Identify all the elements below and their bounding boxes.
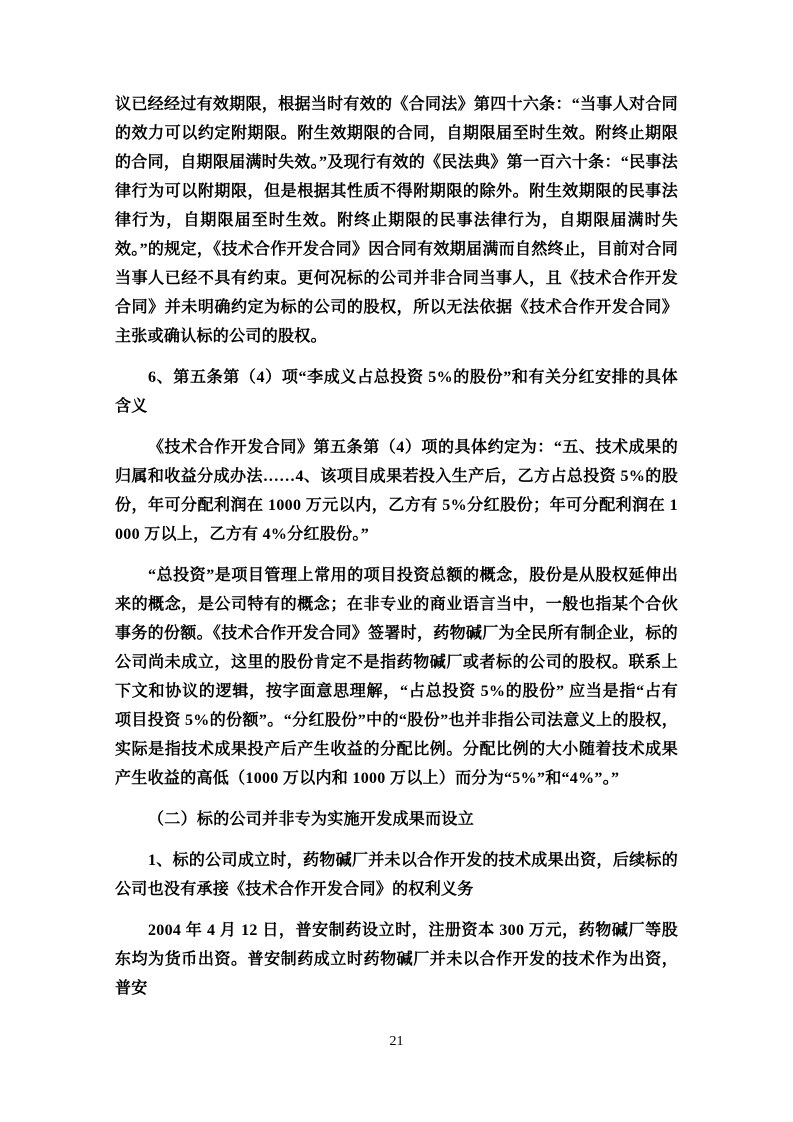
paragraph-clause-5-item-4: 《技术合作开发合同》第五条第（4）项的具体约定为：“五、技术成果的归属和收益分成办法……4、该项目成果若投入生产后，乙方占总投资 5%的股份，年可分配利润在 1000 万元以内，乙方有 5%分红股份；年可分配利润在 1000 万以上，乙方有 4%分红股份。” (115, 439, 678, 543)
paragraph-contract-law-continuation: 议已经经过有效期限，根据当时有效的《合同法》第四十六条：“当事人对合同的效力可以约定附期限。附生效期限的合同，自期限届至时生效。附终止期限的合同，自期限届满时失效。”及现行有效的《民法典》第一百六十条：“民事法律行为可以附期限，但是根据其性质不得附期限的除外。附生效期限的民事法律行为，自期限届至时生效。附终止期限的民事法律行为，自期限届满时失效。”的规定，《技术合作开发合同》因合同有效期届满而自然终止，目前对合同当事人已经不具有约束。更何况标的公司并非合同当事人，且《技术合作开发合同》并未明确约定为标的公司的股权，所以无法依据《技术合作开发合同》主张或确认标的公司的股权。 (115, 96, 678, 345)
page-number: 21 (389, 1034, 404, 1049)
document-content (115, 90, 678, 1015)
paragraph-item-1-company-establishment: 1、标的公司成立时，药物碱厂并未以合作开发的技术成果出资，后续标的公司也没有承接《技术合作开发合同》的权利义务 (115, 852, 678, 898)
paragraph-total-investment-analysis: “总投资”是项目管理上常用的项目投资总额的概念，股份是从股权延伸出来的概念，是公司特有的概念；在非专业的商业语言当中，一般也指某个合伙事务的份额。《技术合作开发合同》签署时，药物碱厂为全民所有制企业，标的公司尚未成立，这里的股份肯定不是指药物碱厂或者标的公司的股权。联系上下文和协议的逻辑，按字面意思理解，“占总投资 5%的股份” 应当是指“占有项目投资 5%的份额”。“分红股份”中的“股份”也并非指公司法意义上的股权，实际是指技术成果投产后产生收益的分配比例。分配比例的大小随着技术成果产生收益的高低（1000 万以内和 1000 万以上）而分为“5%”和“4%”。” (115, 567, 678, 787)
heading-section-2: （二）标的公司并非专为实施开发成果而设立 (148, 811, 475, 828)
heading-item-6: 6、第五条第（4）项“李成义占总投资 5%的股份”和有关分红安排的具体含义 (115, 369, 678, 415)
paragraph-2004-registration: 2004 年 4 月 12 日，普安制药设立时，注册资本 300 万元，药物碱厂等股东均为货币出资。普安制药成立时药物碱厂并未以合作开发的技术作为出资，普安 (115, 922, 678, 997)
